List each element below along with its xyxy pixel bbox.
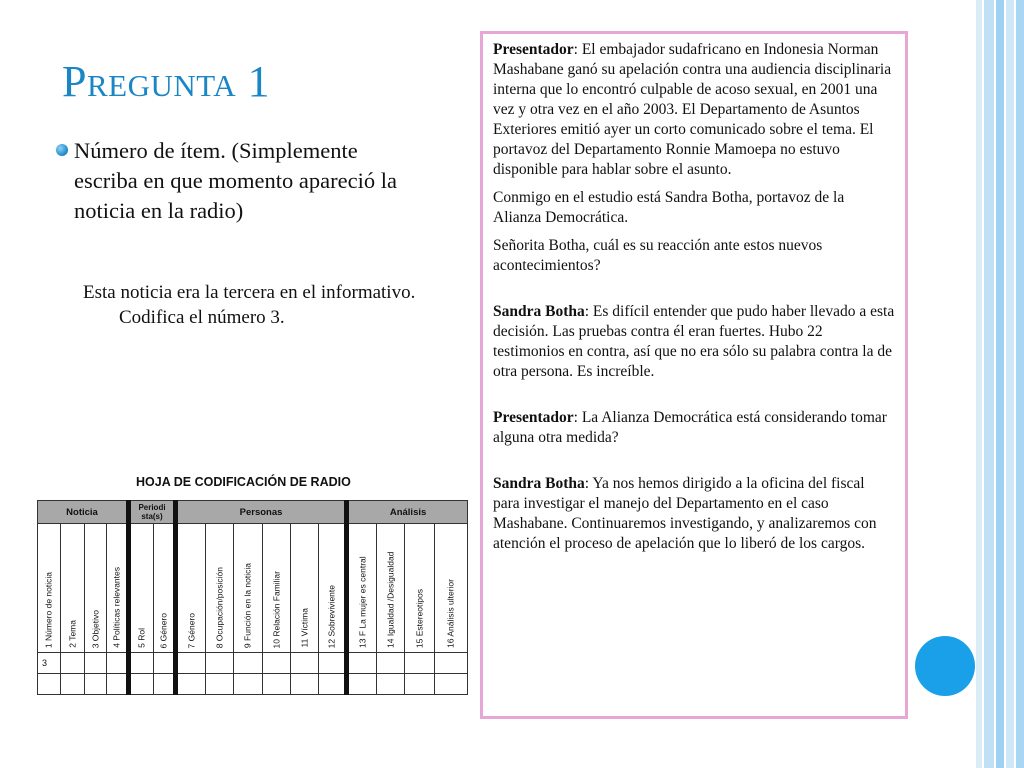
speaker-label: Presentador <box>493 409 574 426</box>
table-row <box>38 674 468 695</box>
group-header-row <box>38 501 468 524</box>
column-header: 12 Sobreviviente <box>319 524 347 653</box>
column-header: 11 Víctima <box>291 524 319 653</box>
column-header: 2 Tema <box>61 524 85 653</box>
column-header: 13 F La mujer es central <box>347 524 377 653</box>
transcript-paragraph: Señorita Botha, cuál es su reacción ante estos nuevos acontecimientos? <box>493 237 823 274</box>
column-header: 6 Género <box>154 524 176 653</box>
transcript-paragraph: Sandra Botha: Ya nos hemos dirigido a la oficina del fiscal para investigar el manejo del Departamento en el caso Mashabane. Continuaremos investigando, y analizaremos con atención el proceso de apelación que lo liberó de los cargos. <box>493 475 877 552</box>
column-header: 7 Género <box>176 524 206 653</box>
page-title: Pregunta 1 <box>62 57 271 106</box>
group-personas: Personas <box>176 501 347 524</box>
transcript-paragraph: Presentador: La Alianza Democrática está considerando tomar alguna otra medida? <box>493 409 887 446</box>
transcript-paragraph: Sandra Botha: Es difícil entender que pudo haber llevado a esta decisión. Las pruebas contra él eran fuertes. Hubo 22 testimonios en contra, así que no era sólo su palabra contra la de otra persona. Es increíble. <box>493 303 895 380</box>
group-analisis: Análisis <box>347 501 468 524</box>
column-header: 1 Número de noticia <box>38 524 61 653</box>
transcript-paragraph: Conmigo en el estudio está Sandra Botha, portavoz de la Alianza Democrática. <box>493 189 845 226</box>
column-header: 15 Estereotipos <box>405 524 435 653</box>
column-header: 5 Rol <box>129 524 154 653</box>
column-header: 14 Igualdad /Desigualdad <box>377 524 405 653</box>
coding-sheet-table <box>37 500 468 695</box>
speaker-label: Presentador <box>493 41 574 58</box>
column-header: 3 Objetivo <box>85 524 107 653</box>
bullet-icon <box>56 144 68 156</box>
cell-numero-noticia: 3 <box>38 653 61 674</box>
column-header: 10 Relación Familiar <box>263 524 291 653</box>
speaker-label: Sandra Botha <box>493 475 585 492</box>
group-noticia: Noticia <box>38 501 129 524</box>
column-header: 4 Políticas relevantes <box>107 524 129 653</box>
group-periodista: Periodi sta(s) <box>129 501 176 524</box>
accent-circle <box>915 636 975 696</box>
bullet-text: Número de ítem. (Simplemente escriba en que momento apareció la noticia en la radio) <box>74 138 397 223</box>
speaker-label: Sandra Botha <box>493 303 585 320</box>
coding-sheet-title: HOJA DE CODIFICACIÓN DE RADIO <box>136 475 351 489</box>
column-header: 16 Análisis ulterior <box>435 524 468 653</box>
column-header: 8 Ocupación/posición <box>206 524 234 653</box>
column-header-row <box>38 524 468 653</box>
transcript-panel <box>480 31 908 719</box>
bullet-subtext: Esta noticia era la tercera en el informativo. Codifica el número 3. <box>83 282 416 328</box>
bullet-item <box>56 136 416 226</box>
transcript-paragraph: Presentador: El embajador sudafricano en Indonesia Norman Mashabane ganó su apelación contra una audiencia disciplinaria interna que lo encontró culpable de acoso sexual, en 2001 una vez y otra vez en el año 2003. El Departamento de Asuntos Exteriores emitió ayer un corto comunicado sobre el tema. El portavoz del Departamento Ronnie Mamoepa no estuvo disponible para hablar sobre el asunto. <box>493 41 892 178</box>
table-row <box>38 653 468 674</box>
decorative-stripes <box>976 0 1024 768</box>
column-header: 9 Función en la noticia <box>234 524 263 653</box>
